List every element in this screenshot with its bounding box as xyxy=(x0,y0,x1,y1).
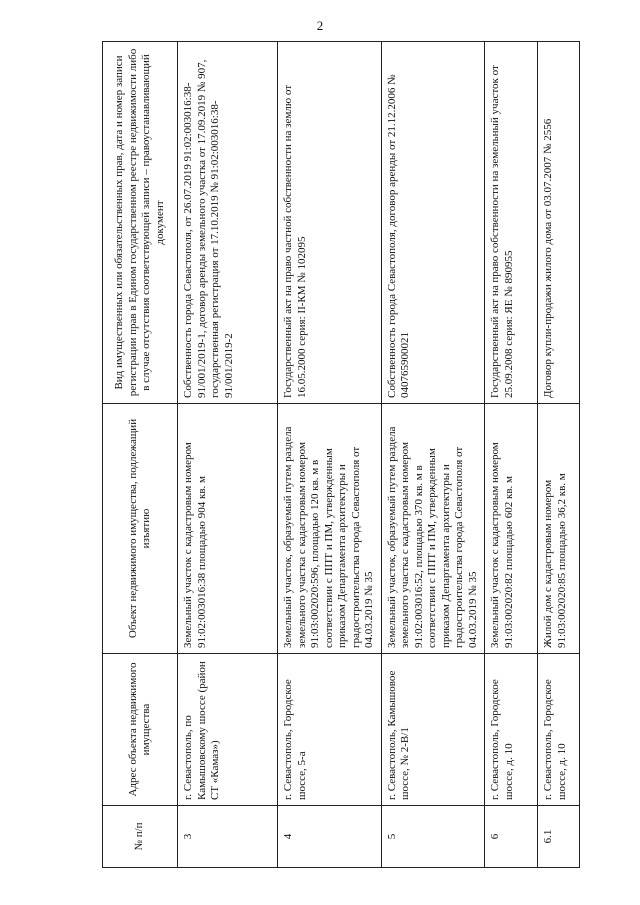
cell-object: Жилой дом с кадастровым номером 91:03:002020:85 площадью 36,2 кв. м xyxy=(538,404,580,654)
header-rights: Вид имущественных или обязательственных прав, дата и номер записи регистрации прав в Едином государственном реестре недвижимости либо в случае отсутствия соответствующей записи – правоустанавливающий документ xyxy=(103,42,178,404)
cell-rights: Собственность города Севастополя, договор аренды от 21.12.2006 № 040765900021 xyxy=(381,42,485,404)
header-object: Объект недвижимого имущества, подлежащий изъятию xyxy=(103,404,178,654)
table-header-row xyxy=(103,42,178,868)
cell-num: 6 xyxy=(485,806,538,868)
cell-rights: Собственность города Севастополя, от 26.07.2019 91:02:003016:38-91/001/2019-1, договор аренды земельного участка от 17.09.2019 № 907, государственная регистрация от 17.10.2019 № 91:02:003016:38-91/001/2019-2 xyxy=(178,42,278,404)
cell-num: 4 xyxy=(278,806,382,868)
cell-rights: Государственный акт на право частной собственности на землю от 16.05.2000 серия: II-КМ № 102095 xyxy=(278,42,382,404)
cell-address: г. Севастополь, Камышовое шоссе, № 2-В/1 xyxy=(381,654,485,806)
header-num: № п/п xyxy=(103,806,178,868)
cell-object: Земельный участок, образуемый путем раздела земельного участка с кадастровым номером 91:02:003016:52, площадью 370 кв. м в соответствии с ППТ и ПМ, утвержденным приказом Департамента архитектуры и градостроительства города Севастополя от 04.03.2019 № 35 xyxy=(381,404,485,654)
table-row xyxy=(381,42,485,868)
page-number: 2 xyxy=(316,18,324,33)
cell-address: г. Севастополь, Городское шоссе, д. 10 xyxy=(538,654,580,806)
cell-rights: Договор купли-продажи жилого дома от 03.07.2007 № 2556 xyxy=(538,42,580,404)
table-row xyxy=(538,42,580,868)
table-row xyxy=(178,42,278,868)
cell-object: Земельный участок с кадастровым номером 91:03:002020:82 площадью 602 кв. м xyxy=(485,404,538,654)
header-address: Адрес объекта недвижимого имущества xyxy=(103,654,178,806)
cell-num: 3 xyxy=(178,806,278,868)
cell-num: 6.1 xyxy=(538,806,580,868)
cell-address: г. Севастополь, Городское шоссе, д. 10 xyxy=(485,654,538,806)
table-row xyxy=(485,42,538,868)
property-table-container xyxy=(102,42,568,868)
table-row xyxy=(278,42,382,868)
cell-object: Земельный участок с кадастровым номером 91:02:003016:38 площадью 904 кв. м xyxy=(178,404,278,654)
property-table xyxy=(102,41,580,868)
cell-num: 5 xyxy=(381,806,485,868)
cell-address: г. Севастополь, по Камышовскому шоссе (район СТ «Камаз») xyxy=(178,654,278,806)
cell-address: г. Севастополь, Городское шоссе, 5-а xyxy=(278,654,382,806)
cell-object: Земельный участок, образуемый путем раздела земельного участка с кадастровым номером 91:03:002020:596, площадью 120 кв. м в соответствии с ППТ и ПМ, утвержденным приказом Департамента архитектуры и градостроительства города Севастополя от 04.03.2019 № 35 xyxy=(278,404,382,654)
cell-rights: Государственный акт на право собственности на земельный участок от 25.09.2008 серия: ЯЕ № 890955 xyxy=(485,42,538,404)
